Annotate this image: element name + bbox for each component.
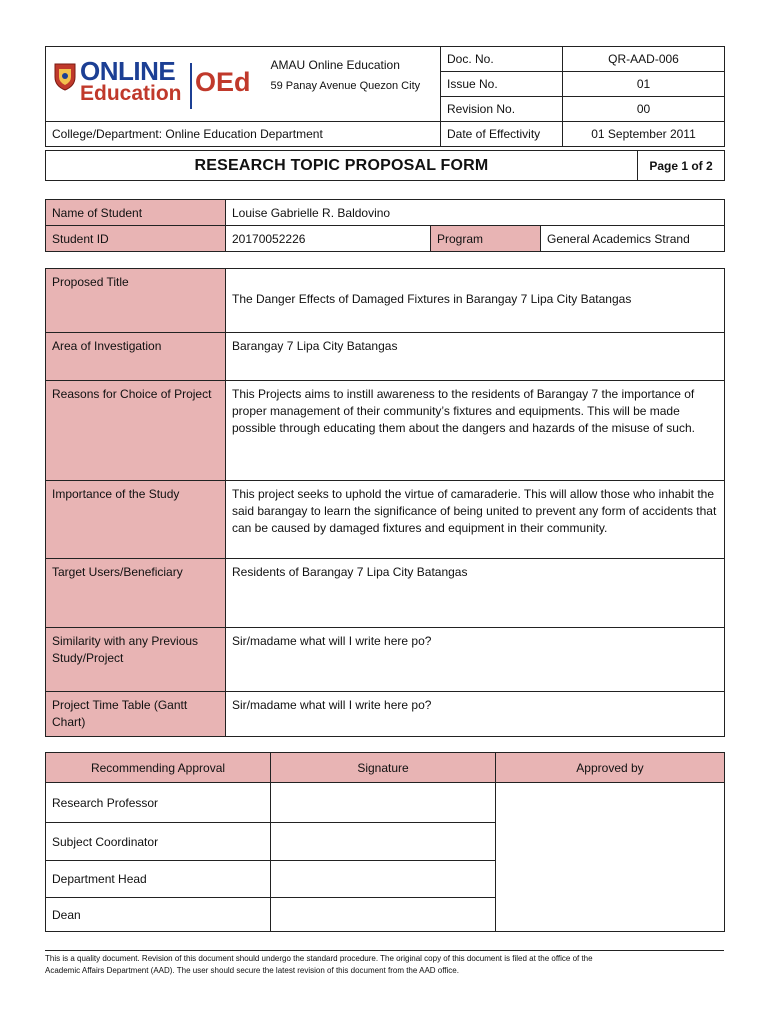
reasons-value: This Projects aims to instill awareness to the residents of Barangay 7 the importance of proper management of their community’s fixtures and equipments. This will be made possible through educating them about the dangers and hazards of the misuse of such. — [226, 381, 725, 481]
approver-research-professor: Research Professor — [46, 783, 271, 823]
footer-line-2: Academic Affairs Department (AAD). The user should secure the latest revision of this document from the AAD office. — [45, 966, 459, 975]
issue-no-value: 01 — [563, 72, 725, 97]
approved-by-field[interactable] — [496, 783, 725, 932]
table-row — [46, 628, 725, 692]
student-info-table — [45, 199, 725, 252]
similarity-label: Similarity with any Previous Study/Project — [46, 628, 226, 692]
approved-by-header: Approved by — [496, 753, 725, 783]
doc-no-label: Doc. No. — [441, 47, 563, 72]
program-value: General Academics Strand — [541, 226, 725, 252]
importance-label: Importance of the Study — [46, 481, 226, 559]
approver-subject-coordinator: Subject Coordinator — [46, 823, 271, 861]
logo-education-text: Education — [80, 82, 182, 105]
student-id-value: 20170052226 — [226, 226, 431, 252]
timetable-value: Sir/madame what will I write here po? — [226, 692, 725, 737]
table-row — [46, 481, 725, 559]
signature-field-subject-coordinator[interactable] — [271, 823, 496, 861]
effectivity-label: Date of Effectivity — [441, 122, 563, 147]
form-title-bar — [45, 150, 725, 181]
logo-oed-text: OEd — [195, 67, 251, 97]
signature-field-department-head[interactable] — [271, 861, 496, 898]
importance-value: This project seeks to uphold the virtue of camaraderie. This will allow those who inhabit the said barangay to learn the significance of being united to prevent any form of accidents that can be caused by damaged fixtures and equipment in their community. — [226, 481, 725, 559]
student-name-value: Louise Gabrielle R. Baldovino — [226, 200, 725, 226]
org-address: 59 Panay Avenue Quezon City — [270, 80, 421, 92]
footer-divider — [45, 950, 724, 951]
approver-dean: Dean — [46, 898, 271, 932]
area-value: Barangay 7 Lipa City Batangas — [226, 333, 725, 381]
table-row — [46, 381, 725, 481]
org-cell — [261, 47, 441, 122]
document-header — [45, 46, 725, 147]
program-label: Program — [431, 226, 541, 252]
page-indicator: Page 1 of 2 — [638, 151, 725, 181]
revision-no-label: Revision No. — [441, 97, 563, 122]
table-row — [46, 559, 725, 628]
university-seal-icon — [52, 61, 78, 91]
effectivity-value: 01 September 2011 — [563, 122, 725, 147]
reasons-label: Reasons for Choice of Project — [46, 381, 226, 481]
issue-no-label: Issue No. — [441, 72, 563, 97]
department-text: College/Department: Online Education Department — [46, 122, 441, 147]
area-label: Area of Investigation — [46, 333, 226, 381]
footer-line-1: This is a quality document. Revision of this document should undergo the standard procedure. The original copy of this document is filed at the office of the — [45, 954, 593, 963]
proposed-title-label: Proposed Title — [46, 269, 226, 333]
logo-divider — [190, 63, 192, 109]
logo-online-text: ONLINE — [80, 56, 176, 86]
footer-note — [45, 953, 724, 977]
approval-table — [45, 752, 725, 932]
logo-wordmark — [80, 56, 182, 105]
signature-field-dean[interactable] — [271, 898, 496, 932]
table-row — [46, 333, 725, 381]
target-users-label: Target Users/Beneficiary — [46, 559, 226, 628]
target-users-value: Residents of Barangay 7 Lipa City Batangas — [226, 559, 725, 628]
logo-cell — [46, 47, 261, 122]
similarity-value: Sir/madame what will I write here po? — [226, 628, 725, 692]
proposal-table — [45, 268, 725, 737]
signature-field-research-professor[interactable] — [271, 783, 496, 823]
signature-header: Signature — [271, 753, 496, 783]
revision-no-value: 00 — [563, 97, 725, 122]
student-name-label: Name of Student — [46, 200, 226, 226]
table-row — [46, 269, 725, 333]
form-title: RESEARCH TOPIC PROPOSAL FORM — [46, 151, 638, 181]
proposed-title-value: The Danger Effects of Damaged Fixtures in Barangay 7 Lipa City Batangas — [226, 269, 725, 333]
doc-no-value: QR-AAD-006 — [563, 47, 725, 72]
table-row — [46, 692, 725, 737]
student-id-label: Student ID — [46, 226, 226, 252]
org-name: AMAU Online Education — [270, 58, 400, 72]
timetable-label: Project Time Table (Gantt Chart) — [46, 692, 226, 737]
approver-department-head: Department Head — [46, 861, 271, 898]
recommending-approval-header: Recommending Approval — [46, 753, 271, 783]
